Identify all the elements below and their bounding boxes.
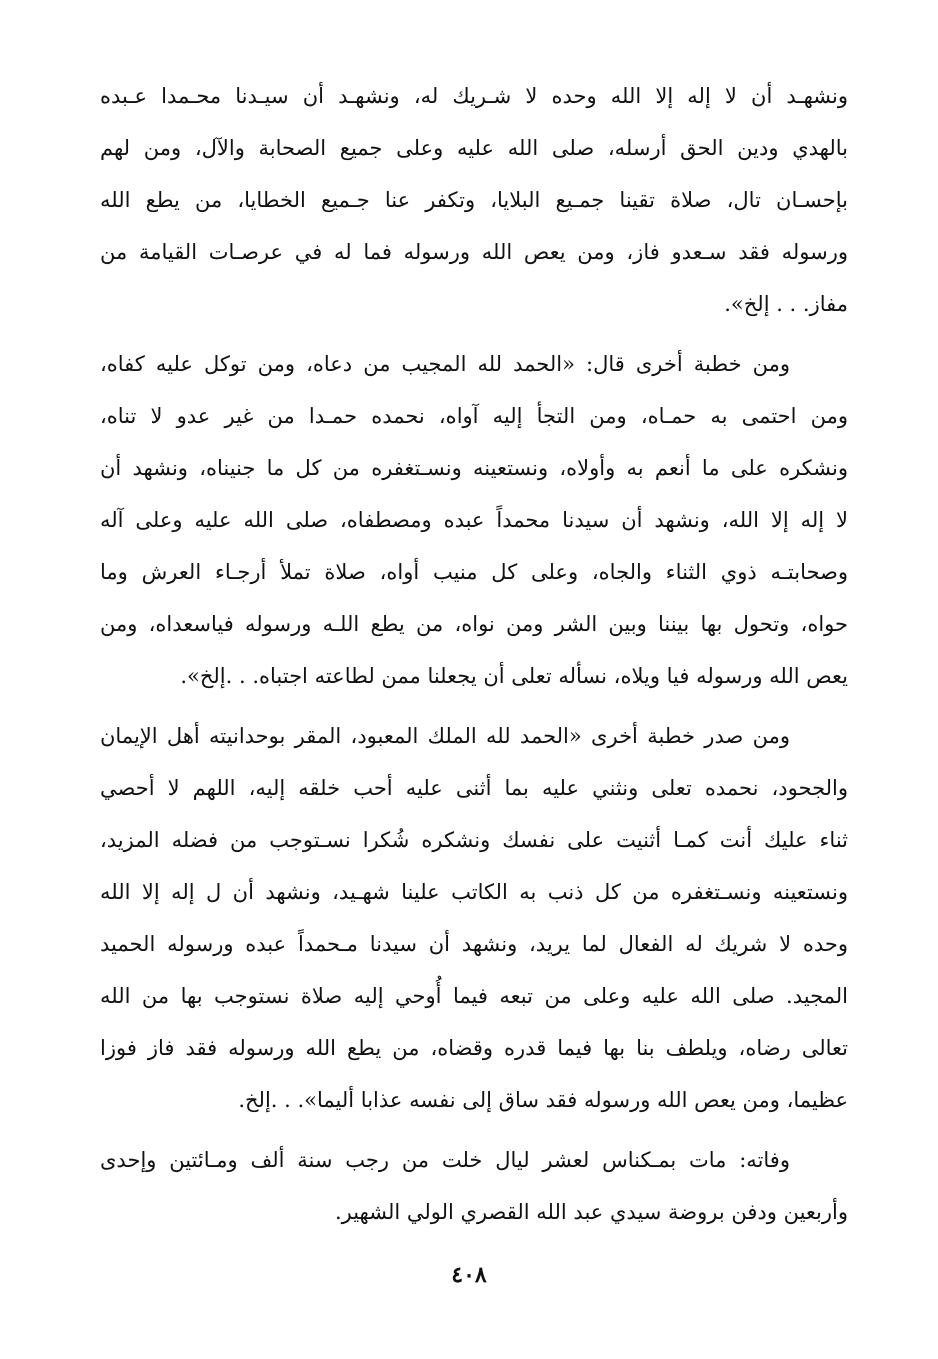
page-body <box>100 70 848 1238</box>
paragraph-4 <box>100 1134 848 1238</box>
text-line: عظيما، ومن يعص الله ورسوله فقد ساق إلى نفسه عذابا أليما». . .إلخ. <box>238 1088 848 1112</box>
text-line: وأربعين ودفن بروضة سيدي عبد الله القصري الولي الشهير. <box>334 1200 848 1224</box>
text-line: تعالى رضاه، ويلطف بنا بها فيما قدره وقضاه، من يطع الله ورسوله فقد فاز فوزا <box>100 1036 848 1060</box>
text-line: بالهدي ودين الحق أرسله، صلى الله عليه وعلى جميع الصحابة والآل، ومن لهم <box>100 136 848 160</box>
text-line: مفاز. . . إلخ». <box>724 292 848 316</box>
text-line: ونستعينه ونسـتغفره من كل ذنب به الكاتب علينا شهـيد، ونشهد أن ل إله إلا الله <box>100 880 848 904</box>
page-number: ٤٠٨ <box>451 1262 487 1288</box>
text-line: ومن احتمى به حمـاه، ومن التجأ إليه آواه، نحمده حمـدا من غير عدو لا تناه، <box>100 404 848 428</box>
text-line: ومن صدر خطبة أخرى «الحمد لله الملك المعبود، المقر بوحدانيته أهل الإيمان <box>100 724 790 748</box>
text-line: بإحسـان تال، صلاة تقينا جمـيع البلايا، وتكفر عنا جـميع الخطايا، من يطع الله <box>100 188 848 212</box>
text-line: ونشكره على ما أنعم به وأولاه، ونستعينه ونسـتغفره من كل ما جنيناه، ونشهد أن <box>100 456 848 480</box>
text-line: لا إله إلا الله، ونشهد أن سيدنا محمداً عبده ومصطفاه، صلى الله عليه وعلى آله <box>100 508 848 532</box>
text-line: ثناء عليك أنت كمـا أثنيت على نفسك ونشكره شُكرا نسـتوجب من فضله المزيد، <box>100 828 848 852</box>
paragraph-2 <box>100 338 848 702</box>
text-line: حواه، وتحول بها بيننا وبين الشر ومن نواه، من يطع اللـه ورسوله فياسعداه، ومن <box>100 612 848 636</box>
text-line: المجيد. صلى الله عليه وعلى من تبعه فيما أُوحي إليه صلاة نستوجب بها من الله <box>100 984 848 1008</box>
text-line: ونشهـد أن لا إله إلا الله وحده لا شـريك له، ونشهـد أن سيـدنا محـمدا عـبده <box>100 84 848 108</box>
text-line: يعص الله ورسوله فيا ويلاه، نسأله تعلى أن يجعلنا ممن لطاعته اجتباه. . .إلخ». <box>180 664 848 688</box>
paragraph-gap <box>100 1126 848 1134</box>
text-line: ومن خطبة أخرى قال: «الحمد لله المجيب من دعاه، ومن توكل عليه كفاه، <box>100 352 790 376</box>
paragraph-gap <box>100 702 848 710</box>
text-line: والجحود، نحمده تعلى ونثني عليه بما أثنى عليه أحب خلقه إليه، اللهم لا أحصي <box>100 776 848 800</box>
text-line: وصحابتـه ذوي الثناء والجاه، وعلى كل منيب أواه، صلاة تملأ أرجـاء العرش وما <box>100 560 848 584</box>
text-line: وفاته: مات بمـكناس لعشر ليال خلت من رجب سنة ألف ومـائتين وإحدى <box>100 1148 790 1172</box>
paragraph-gap <box>100 330 848 338</box>
paragraph-1 <box>100 70 848 330</box>
paragraph-3 <box>100 710 848 1126</box>
text-line: ورسوله فقد سـعدو فاز، ومن يعص الله ورسوله فما له في عرصـات القيامة من <box>100 240 848 264</box>
text-line: وحده لا شريك له الفعال لما يريد، ونشهد أن سيدنا مـحمداً عبده ورسوله الحميد <box>100 932 848 956</box>
